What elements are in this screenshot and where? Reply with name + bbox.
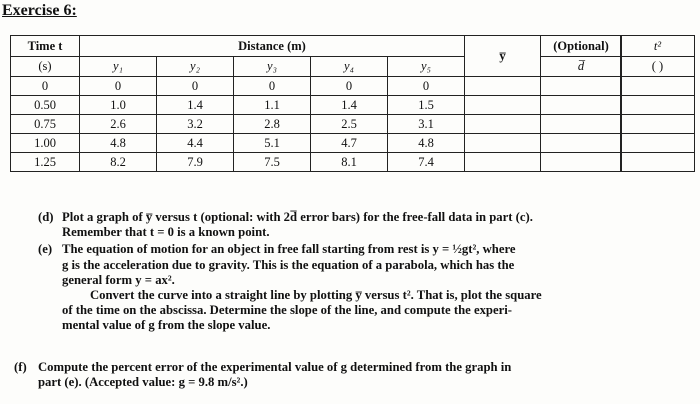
table-row: 1.25 8.2 7.9 7.5 8.1 7.4: [11, 153, 622, 172]
ybar-cell[interactable]: [465, 77, 541, 96]
y5-header: y₅: [388, 57, 465, 77]
t-squared-unit[interactable]: ( ): [621, 57, 695, 77]
ybar-header: y̅: [465, 36, 541, 77]
t-squared-cell[interactable]: [621, 115, 695, 134]
t-squared-table: [620, 35, 695, 172]
table-row: 0 0 0 0 0 0: [11, 77, 622, 96]
ybar-cell[interactable]: [465, 134, 541, 153]
time-header: Time t: [11, 36, 80, 57]
dbar-cell[interactable]: [541, 153, 622, 172]
t-squared-header: t²: [621, 36, 695, 57]
dbar-cell[interactable]: [541, 115, 622, 134]
optional-header: (Optional): [541, 36, 622, 57]
exercise-title: Exercise 6:: [2, 2, 77, 19]
table-row: 0.50 1.0 1.4 1.1 1.4 1.5: [11, 96, 622, 115]
dbar-cell[interactable]: [541, 96, 622, 115]
data-table: [10, 35, 622, 172]
time-unit: (s): [11, 57, 80, 77]
y1-header: y₁: [80, 57, 157, 77]
ybar-cell[interactable]: [465, 115, 541, 134]
t-squared-cell[interactable]: [621, 134, 695, 153]
questions-block: [38, 210, 598, 336]
ybar-cell[interactable]: [465, 153, 541, 172]
question-f: (f) Compute the percent error of the experimental value of g determined from the graph in part (e). (Accepted value: g = 9.8 m/s².): [14, 360, 512, 390]
dbar-header: d̅: [541, 57, 622, 77]
question-e: (e) The equation of motion for an object in free fall starting from rest is y = ½gt², where g is the acceleration due to gravity. This is the equation of a parabola, which has the general form y = ax². Convert the curve into a straight line by plotting y̅ versus t². That is, plot the square of the time on the abscissa. Determine the slope of the line, and compute the experi- mental value of g from the slope value.: [38, 242, 542, 333]
y4-header: y₄: [311, 57, 388, 77]
y3-header: y₃: [234, 57, 311, 77]
t-squared-cell[interactable]: [621, 153, 695, 172]
question-d: (d) Plot a graph of y̅ versus t (optional: with 2d̅ error bars) for the free-fall data in part (c). Remember that t = 0 is a known point.: [38, 210, 533, 240]
dbar-cell[interactable]: [541, 134, 622, 153]
table-row: 0.75 2.6 3.2 2.8 2.5 3.1: [11, 115, 622, 134]
table-row: 1.00 4.8 4.4 5.1 4.7 4.8: [11, 134, 622, 153]
distance-header: Distance (m): [80, 36, 465, 57]
t-squared-cell[interactable]: [621, 77, 695, 96]
y2-header: y₂: [157, 57, 234, 77]
t-squared-cell[interactable]: [621, 96, 695, 115]
dbar-cell[interactable]: [541, 77, 622, 96]
ybar-cell[interactable]: [465, 96, 541, 115]
